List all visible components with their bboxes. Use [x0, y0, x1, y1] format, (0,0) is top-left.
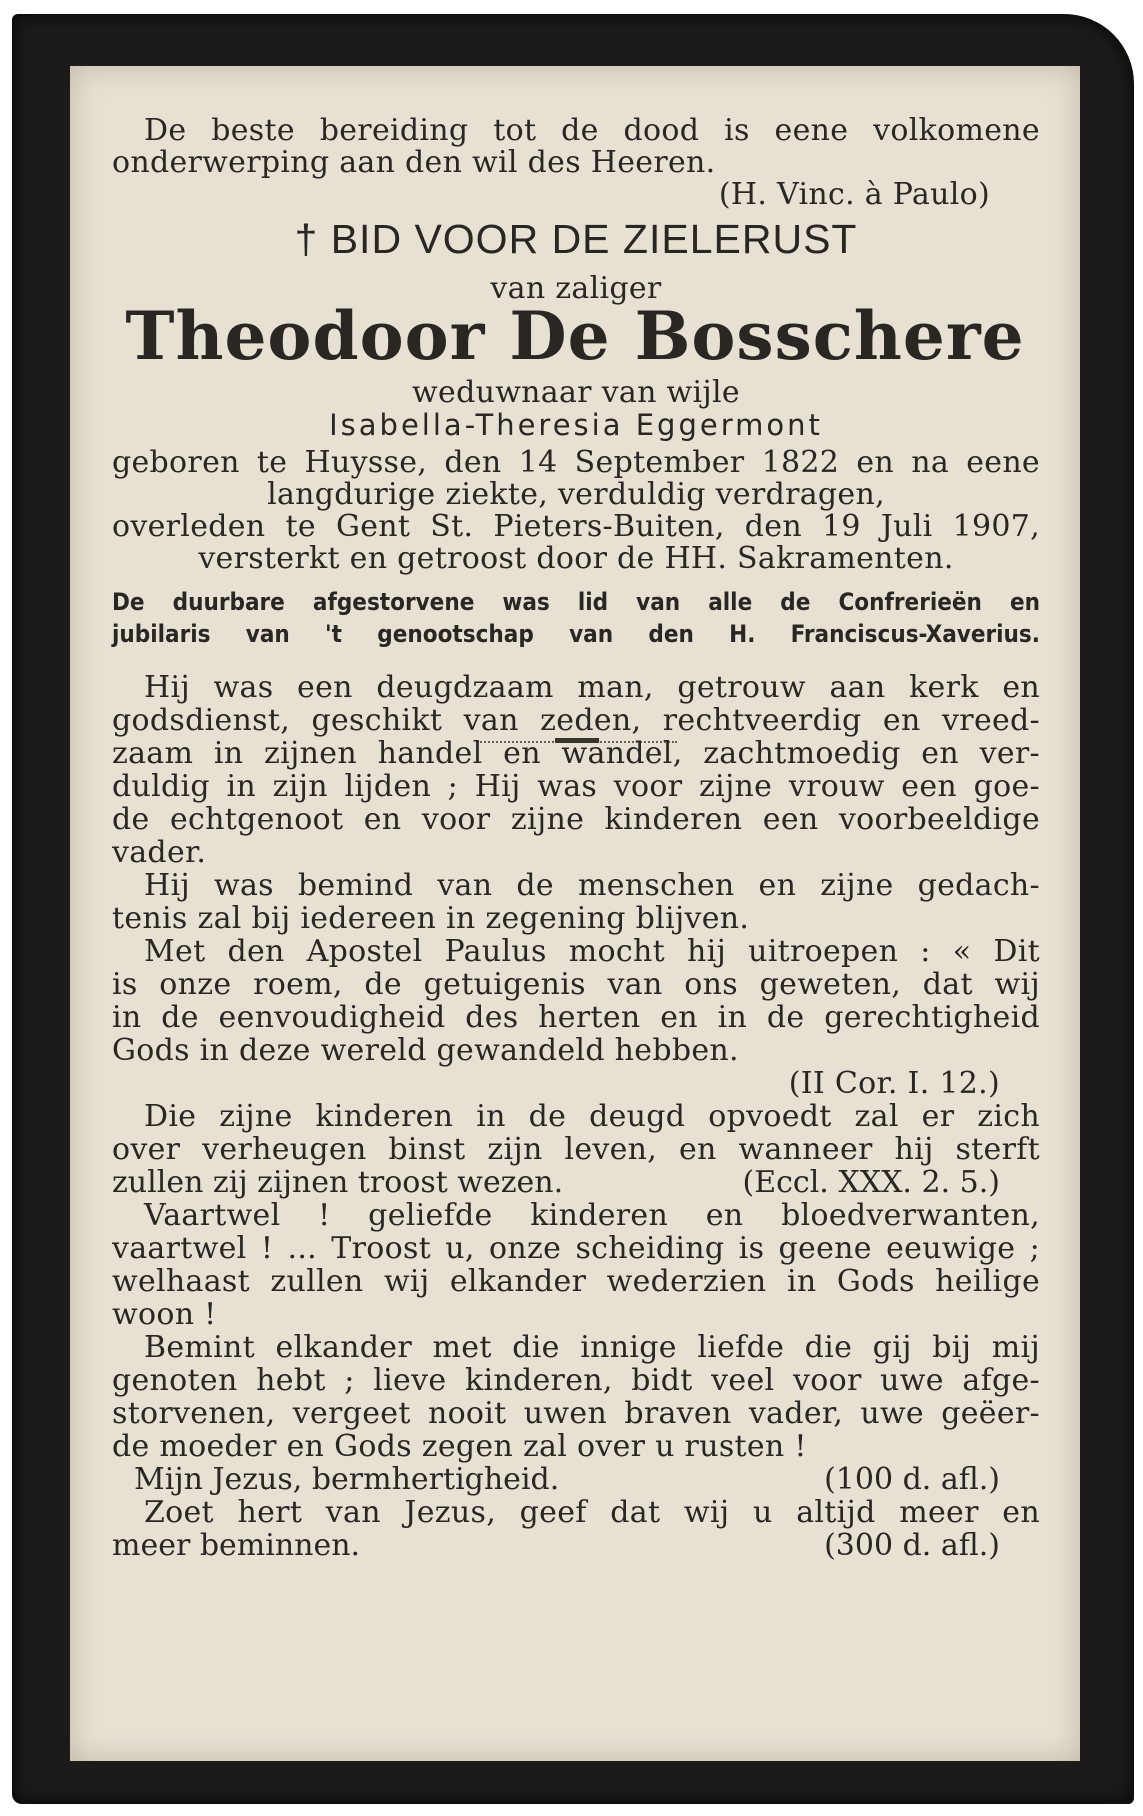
body-line: vaartwel ! ... Troost u, onze scheiding is geene eeuwige ; [112, 1231, 1040, 1266]
indulgence-reference: (100 d. afl.) [824, 1462, 1000, 1497]
body-line: Hij was een deugdzaam man, getrouw aan kerk en [144, 670, 1040, 705]
body-line: Gods in deze wereld gewandeld hebben. [112, 1033, 739, 1068]
indulgence-line [112, 1463, 1040, 1497]
body-line: de moeder en Gods zegen zal over u rusten ! [112, 1429, 807, 1464]
body-line: genoten hebt ; lieve kinderen, bidt veel voor uwe afge- [112, 1363, 1040, 1398]
scripture-reference: (II Cor. I. 12.) [788, 1066, 1000, 1101]
prayer-subtitle: van zaliger [490, 271, 662, 306]
biography-line: langdurige ziekte, verduldig verdragen, [267, 477, 885, 512]
prayer-line: meer beminnen. [112, 1528, 361, 1563]
biography-line: versterkt en getroost door de HH. Sakramenten. [198, 541, 954, 576]
body-line: over verheugen binst zijn leven, en wanneer hij sterft [112, 1132, 1040, 1167]
body-line: in de eenvoudigheid des herten en in de gerechtigheid [112, 1000, 1040, 1035]
body-line: Hij was bemind van de menschen en zijne gedach- [144, 868, 1040, 903]
confraternity-line: De duurbare afgestorvene was lid van alle de Confrerieën en [112, 588, 1040, 616]
relation-text: weduwnaar van wijle [412, 375, 740, 410]
body-line: welhaast zullen wij elkander wederzien in Gods heilige [112, 1264, 1040, 1299]
body-line: duldig in zijn lijden ; Hij was voor zijne vrouw een goe- [112, 769, 1040, 804]
scripture-reference: (Eccl. XXX. 2. 5.) [742, 1165, 1000, 1200]
body-line: Bemint elkander met die innige liefde die gij bij mij [144, 1330, 1040, 1365]
body-line-with-reference [112, 1166, 1040, 1200]
body-line: Zoet hert van Jezus, geef dat wij u altijd meer en [144, 1495, 1040, 1530]
prayer-heading: † BID VOOR DE ZIELERUST [294, 216, 858, 262]
deceased-name: Theodoor De Bosschere [125, 297, 1025, 375]
body-line: Vaartwel ! geliefde kinderen en bloedverwanten, [144, 1198, 1040, 1233]
body-line: is onze roem, de getuigenis van ons geweten, dat wij [112, 967, 1040, 1002]
body-line: zaam in zijnen handel en wandel, zachtmoedig en ver- [112, 736, 1040, 771]
epigraph-line: De beste bereiding tot de dood is eene volkomene [144, 113, 1040, 148]
biography-line: overleden te Gent St. Pieters-Buiten, den 19 Juli 1907, [112, 509, 1040, 544]
epigraph-line: onderwerping aan den wil des Heeren. [112, 145, 716, 180]
indulgence-line [112, 1529, 1040, 1563]
body-line: godsdienst, geschikt van zeden, rechtveerdig en vreed- [112, 703, 1040, 738]
memorial-card [70, 66, 1080, 1761]
biography-line: geboren te Huysse, den 14 September 1822 en na eene [112, 445, 1040, 480]
epigraph-source: (H. Vinc. à Paulo) [718, 177, 990, 212]
prayer-line: Mijn Jezus, bermhertigheid. [134, 1462, 560, 1497]
body-line: woon ! [112, 1297, 217, 1332]
body-line: de echtgenoot en voor zijne kinderen een voorbeeldige [112, 802, 1040, 837]
body-line: vader. [112, 835, 207, 870]
body-line: Die zijne kinderen in de deugd opvoedt zal er zich [144, 1099, 1040, 1134]
memorial-card-border [12, 14, 1134, 1804]
body-line: zullen zij zijnen troost wezen. [112, 1165, 564, 1200]
body-line: tenis zal bij iedereen in zegening blijven. [112, 901, 750, 936]
indulgence-reference: (300 d. afl.) [824, 1528, 1000, 1563]
body-line: storvenen, vergeet nooit uwen braven vader, uwe geëer- [112, 1396, 1040, 1431]
spouse-name: Isabella-Theresia Eggermont [329, 408, 823, 442]
confraternity-line: jubilaris van 't genootschap van den H. Franciscus-Xaverius. [112, 620, 1040, 648]
body-line: Met den Apostel Paulus mocht hij uitroepen : « Dit [144, 934, 1040, 969]
